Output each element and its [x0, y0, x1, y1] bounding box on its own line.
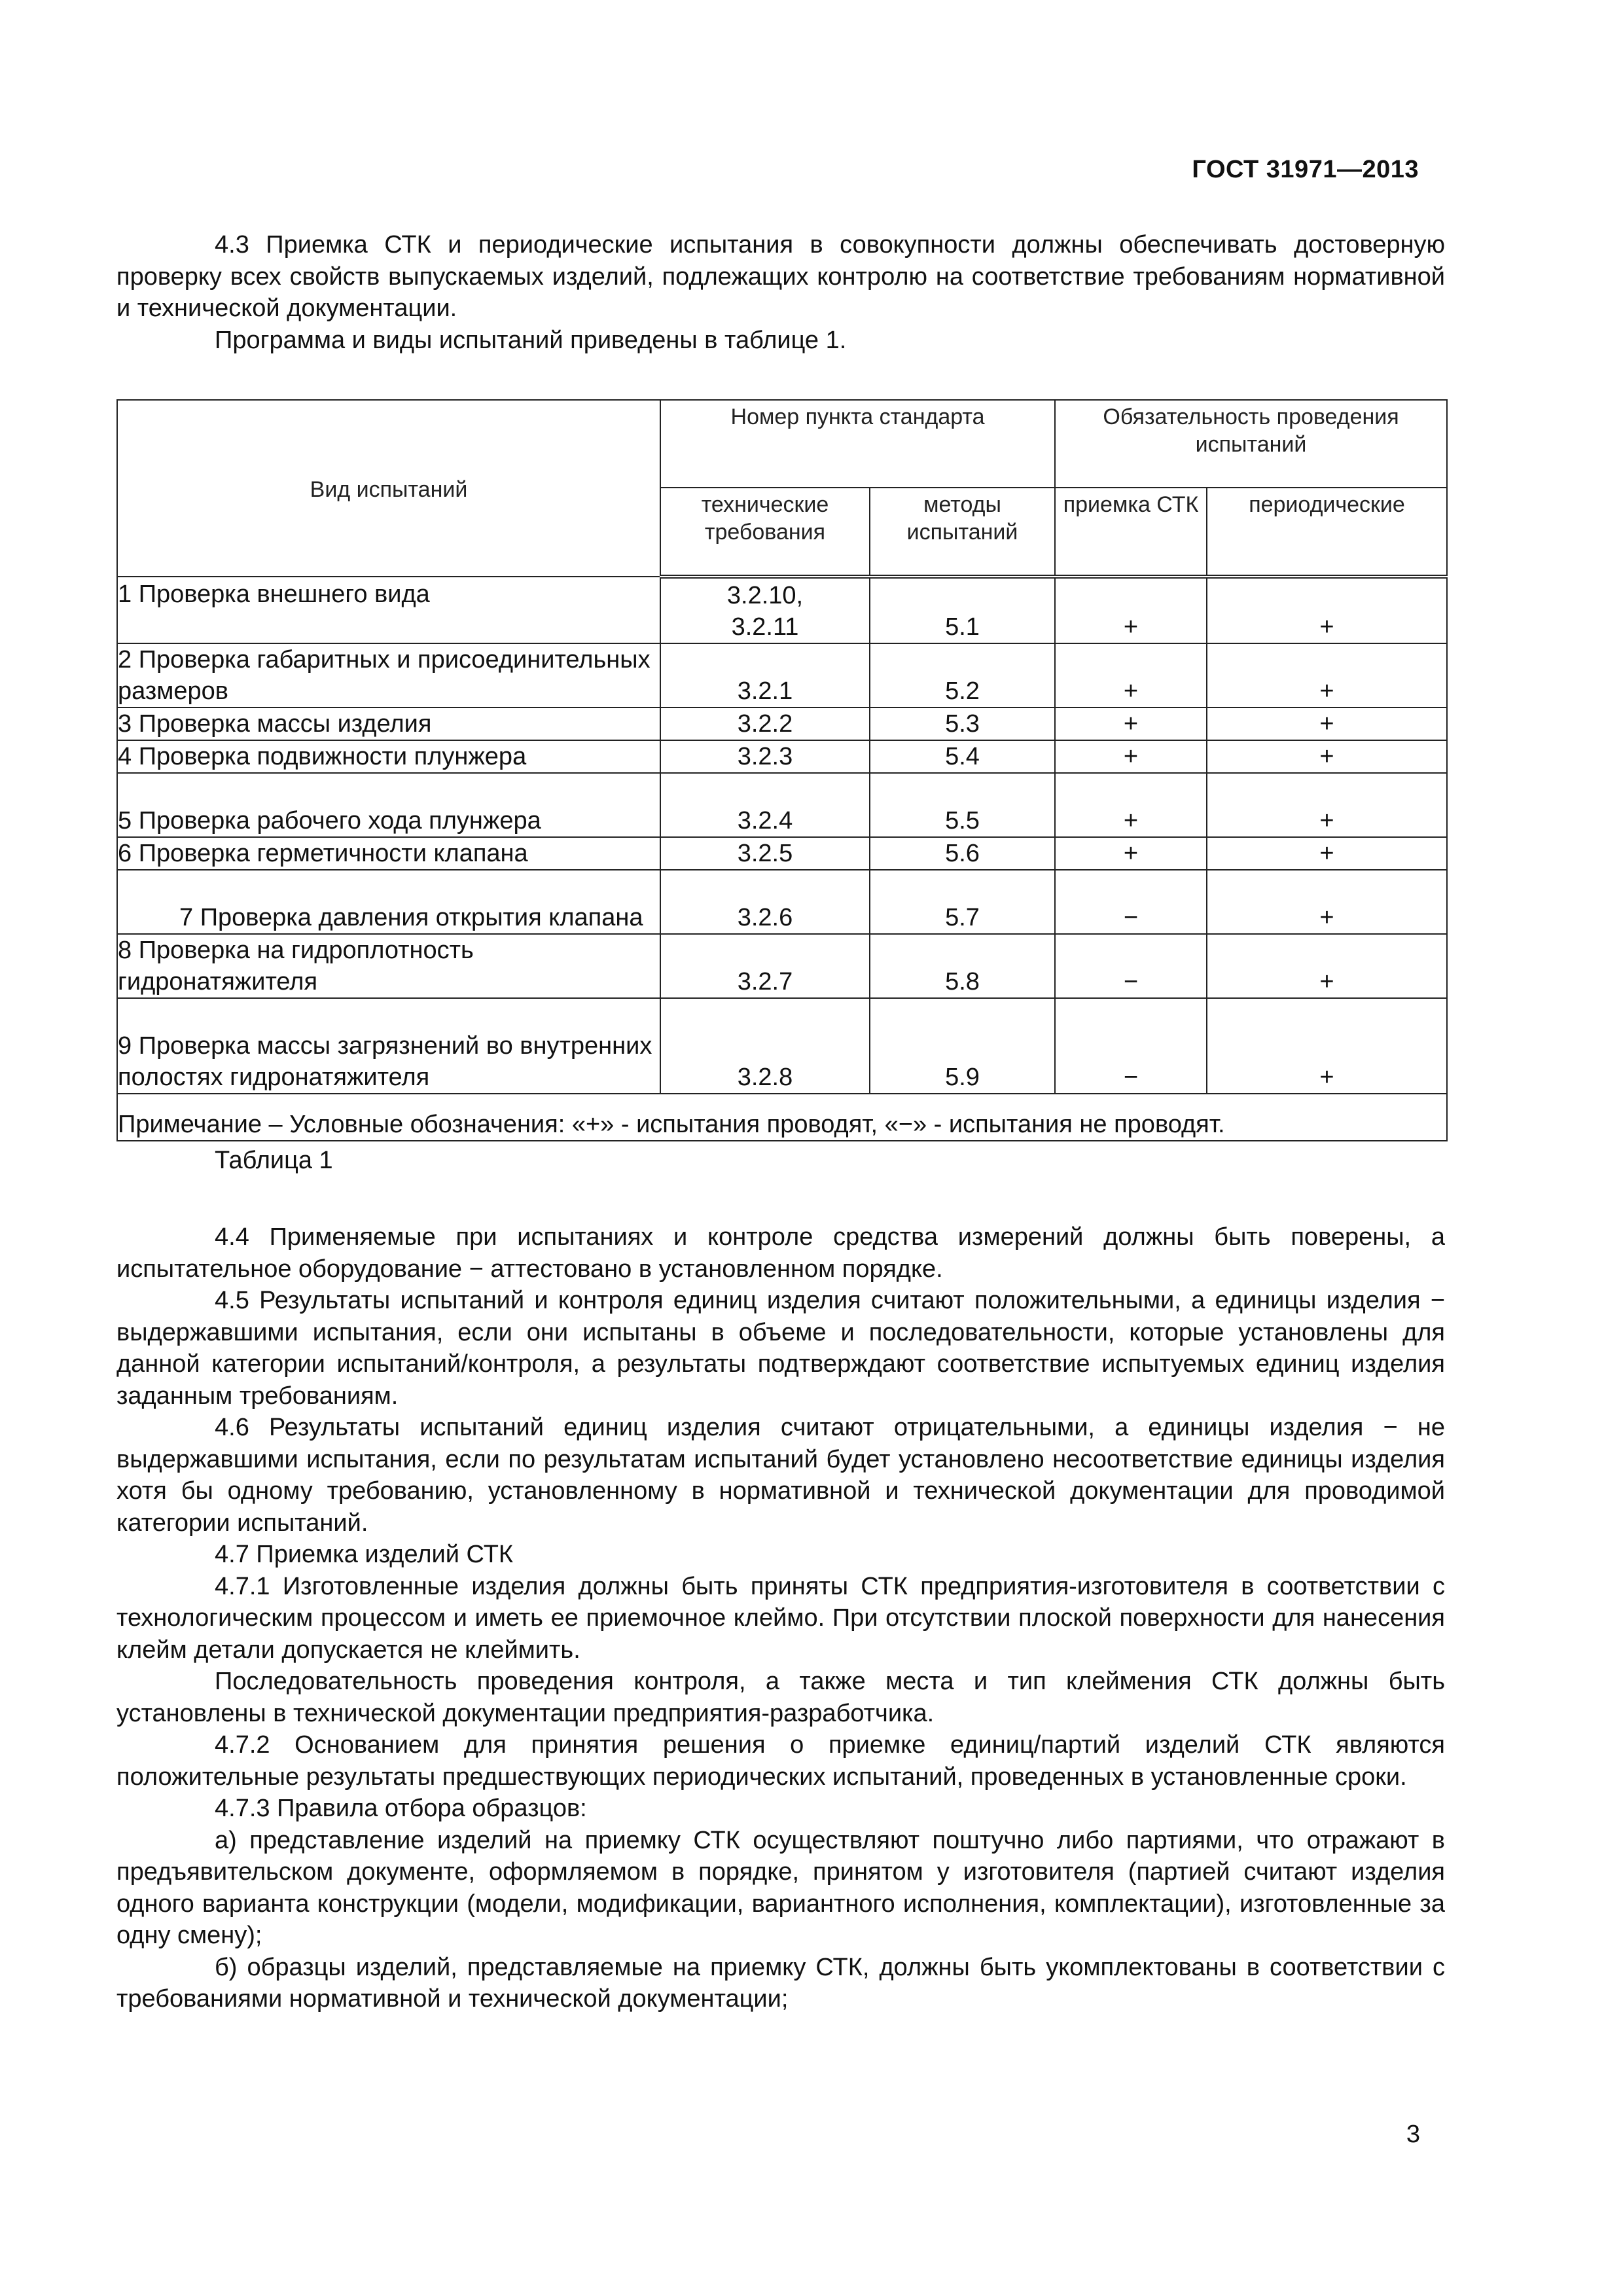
method-clause: 5.5: [870, 773, 1055, 837]
test-name: 7 Проверка давления открытия клапана: [117, 870, 660, 934]
paragraph: 4.7.3 Правила отбора образцов:: [215, 1795, 587, 1822]
header-acceptance: приемка СТК: [1055, 488, 1207, 577]
acceptance-mark: +: [1055, 773, 1207, 837]
paragraph: Последовательность проведения контроля, а также места и тип клеймения СТК должны быть установлены в технической документации предприятия-разработчика.: [116, 1668, 1445, 1727]
paragraph: Программа и виды испытаний приведены в таблице 1.: [215, 326, 847, 354]
header-test-methods: методы испытаний: [870, 488, 1055, 577]
test-name: 5 Проверка рабочего хода плунжера: [117, 773, 660, 837]
table-row: [117, 577, 1447, 643]
test-name: 3 Проверка массы изделия: [117, 708, 660, 740]
tests-table-container: [116, 399, 1446, 1141]
table-row: [117, 870, 1447, 934]
table-caption: Таблица 1: [215, 1147, 333, 1174]
periodic-mark: +: [1207, 934, 1447, 998]
table-row: [117, 837, 1447, 870]
tech-clause: 3.2.2: [660, 708, 870, 740]
paragraph: б) образцы изделий, представляемые на приемку СТК, должны быть укомплектованы в соответствии с требованиями нормативной и технической документации;: [116, 1953, 1445, 2013]
tech-clause: 3.2.1: [660, 643, 870, 708]
header-obligation: Обязательность проведения испытаний: [1055, 400, 1447, 488]
periodic-mark: +: [1207, 577, 1447, 643]
method-clause: 5.9: [870, 998, 1055, 1094]
paragraph: 4.4 Применяемые при испытаниях и контроле средства измерений должны быть поверены, а испытательное оборудование − аттестовано в установленном порядке.: [116, 1223, 1445, 1283]
header-periodic: периодические: [1207, 488, 1447, 577]
header-clause-number: Номер пункта стандарта: [660, 400, 1055, 488]
acceptance-mark: +: [1055, 837, 1207, 870]
table-note: Примечание – Условные обозначения: «+» - испытания проводят, «−» - испытания не проводят.: [117, 1094, 1447, 1141]
tech-clause: 3.2.4: [660, 773, 870, 837]
table-row: [117, 998, 1447, 1094]
table-row: [117, 740, 1447, 773]
periodic-mark: +: [1207, 643, 1447, 708]
header-tech-requirements: технические требования: [660, 488, 870, 577]
acceptance-mark: −: [1055, 870, 1207, 934]
test-name: 2 Проверка габаритных и присоединительных размеров: [117, 643, 660, 708]
acceptance-mark: +: [1055, 740, 1207, 773]
method-clause: 5.1: [870, 577, 1055, 643]
section-4-4-to-4-7: [116, 1221, 1445, 2015]
acceptance-mark: −: [1055, 934, 1207, 998]
paragraph: 4.6 Результаты испытаний единиц изделия считают отрицательными, а единицы изделия − не выдержавшими испытания, если по результатам испытаний будет установлено несоответствие единицы изделия хотя бы одному требованию, установленному в нормативной и технической документации для проводимой категории испытаний.: [116, 1414, 1445, 1537]
table-row: [117, 773, 1447, 837]
test-name: 1 Проверка внешнего вида: [117, 577, 660, 643]
document-id: ГОСТ 31971—2013: [1192, 156, 1419, 183]
paragraph: 4.7 Приемка изделий СТК: [215, 1541, 514, 1568]
acceptance-mark: −: [1055, 998, 1207, 1094]
table-row: [117, 934, 1447, 998]
periodic-mark: +: [1207, 740, 1447, 773]
page-number: 3: [1406, 2121, 1420, 2148]
acceptance-mark: +: [1055, 708, 1207, 740]
periodic-mark: +: [1207, 708, 1447, 740]
acceptance-mark: +: [1055, 643, 1207, 708]
table-row: [117, 643, 1447, 708]
periodic-mark: +: [1207, 998, 1447, 1094]
test-name: 6 Проверка герметичности клапана: [117, 837, 660, 870]
table-note-row: [117, 1094, 1447, 1141]
method-clause: 5.4: [870, 740, 1055, 773]
tech-clause: 3.2.5: [660, 837, 870, 870]
paragraph: а) представление изделий на приемку СТК осуществляют поштучно либо партиями, что отражают в предъявительском документе, оформляемом в порядке, принятом у изготовителя (партией считают изделия одного варианта конструкции (модели, модификации, вариантного исполнения, комплектации), изготовленные за одну смену);: [116, 1826, 1445, 1949]
tech-clause: 3.2.6: [660, 870, 870, 934]
method-clause: 5.6: [870, 837, 1055, 870]
method-clause: 5.8: [870, 934, 1055, 998]
periodic-mark: +: [1207, 870, 1447, 934]
periodic-mark: +: [1207, 773, 1447, 837]
acceptance-mark: +: [1055, 577, 1207, 643]
method-clause: 5.2: [870, 643, 1055, 708]
test-name: 4 Проверка подвижности плунжера: [117, 740, 660, 773]
tech-clause: 3.2.8: [660, 998, 870, 1094]
paragraph: 4.7.2 Основанием для принятия решения о приемке единиц/партий изделий СТК являются положительные результаты предшествующих периодических испытаний, проведенных в установленные сроки.: [116, 1731, 1445, 1791]
paragraph: 4.3 Приемка СТК и периодические испытания в совокупности должны обеспечивать достоверную проверку всех свойств выпускаемых изделий, подлежащих контролю на соответствие требованиям нормативной и технической документации.: [116, 231, 1445, 322]
table-row: [117, 708, 1447, 740]
tech-clause: 3.2.3: [660, 740, 870, 773]
paragraph: 4.5 Результаты испытаний и контроля единиц изделия считают положительными, а единицы изделия − выдержавшими испытания, если они испытаны в объеме и последовательности, которые установлены для данной категории испытаний/контроля, а результаты подтверждают соответствие испытуемых единиц изделия заданным требованиям.: [116, 1287, 1445, 1410]
paragraph: 4.7.1 Изготовленные изделия должны быть приняты СТК предприятия-изготовителя в соответствии с технологическим процессом и иметь ее приемочное клеймо. При отсутствии плоской поверхности для нанесения клейм детали допускается не клеймить.: [116, 1572, 1445, 1664]
tech-clause: 3.2.10, 3.2.11: [660, 577, 870, 643]
method-clause: 5.3: [870, 708, 1055, 740]
section-4-3: [116, 229, 1445, 356]
test-name: 8 Проверка на гидроплотность гидронатяжителя: [117, 934, 660, 998]
periodic-mark: +: [1207, 837, 1447, 870]
tests-table: [116, 399, 1448, 1141]
test-name: 9 Проверка массы загрязнений во внутренних полостях гидронатяжителя: [117, 998, 660, 1094]
method-clause: 5.7: [870, 870, 1055, 934]
tech-clause: 3.2.7: [660, 934, 870, 998]
header-test-type: Вид испытаний: [117, 400, 660, 577]
